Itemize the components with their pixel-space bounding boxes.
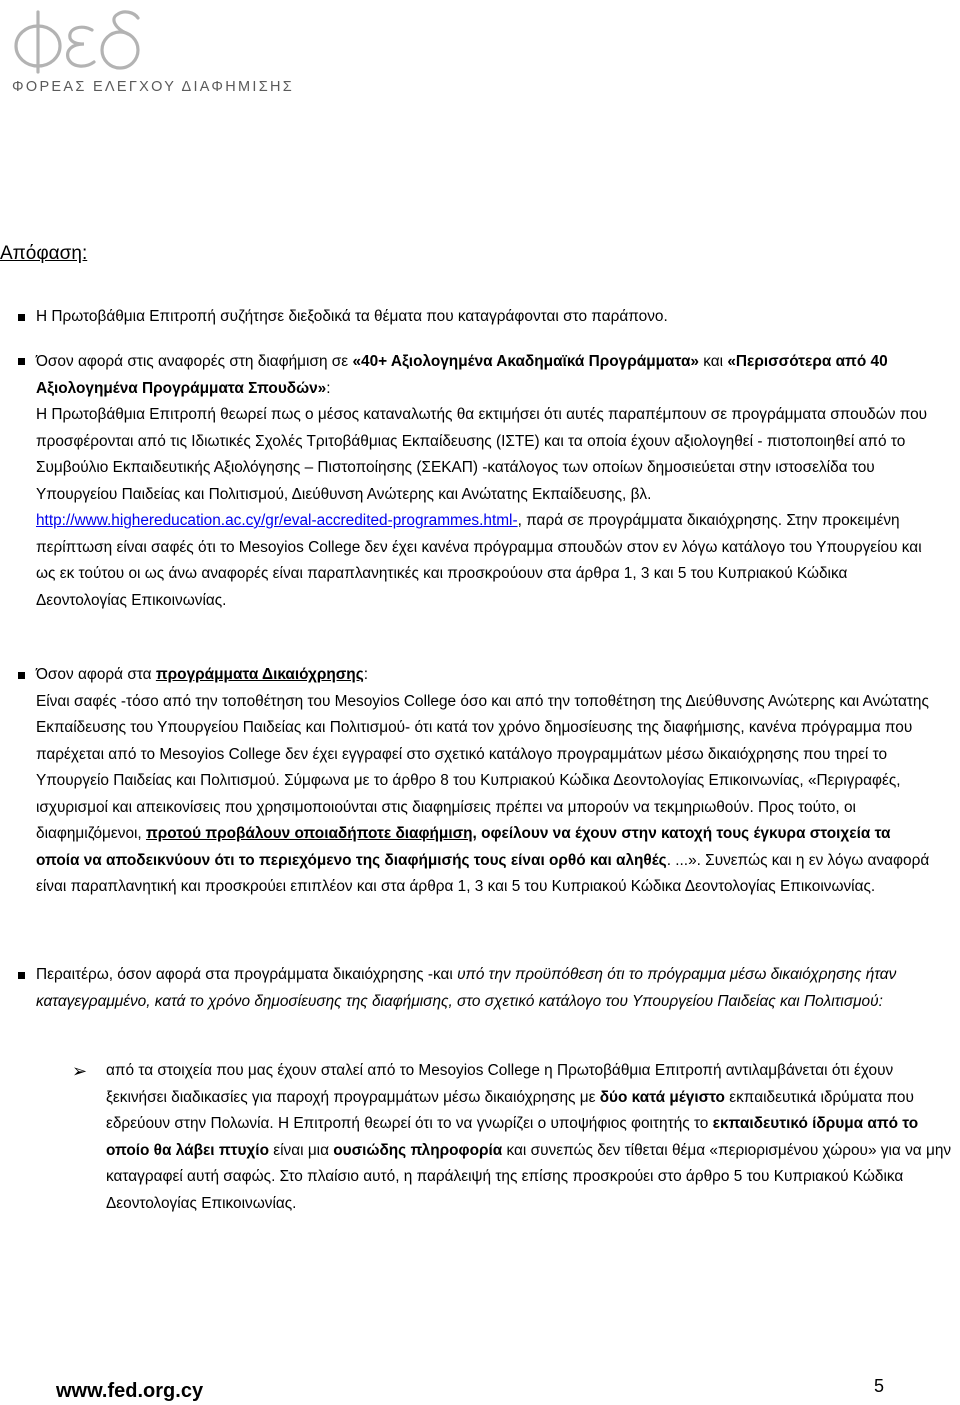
bullet-square bbox=[18, 358, 25, 365]
logo-subtitle: ΦΟΡΕΑΣ ΕΛΕΓΧΟΥ ΔΙΑΦΗΜΙΣΗΣ bbox=[12, 79, 295, 95]
arrow-bullet-icon: ➢ bbox=[72, 1061, 88, 1081]
bullet-square bbox=[18, 314, 25, 321]
higher-education-link[interactable]: http://www.highereducation.ac.cy/gr/eval-accredited-programmes.html- bbox=[36, 512, 518, 529]
bullet-square bbox=[18, 972, 25, 979]
fed-logo-mark bbox=[10, 4, 290, 74]
paragraph-3: Όσον αφορά στα προγράμματα Δικαιόχρησης: Είναι σαφές -τόσο από την τοποθέτηση του Mesoyios College όσο και από την τοποθέτηση της Διεύθυνσης Ανώτερης και Ανώτατης Εκπαίδευσης του Υπουργείου Παιδείας και Πολιτισμού- ότι κατά τον χρόνο δημοσίευσης της διαφήμισης, κανένα πρόγραμμα που παρέχεται από το Mesoyios College δεν έχει εγγραφεί στο σχετικό κατάλογο προγραμμάτων μέσω δικαιόχρησης που τηρεί το Υπουργείο Παιδείας και Πολιτισμού. Σύμφωνα με το άρθρο 8 του Κυπριακού Κώδικα Δεοντολογίας Επικοινωνίας, «Περιγραφές, ισχυρισμοί και απεικονίσεις που χρησιμοποιούνται στις διαφημίσεις πρέπει να μπορούν να τεκμηριωθούν. Προς τούτο, οι διαφημιζόμενοι, προτού προβάλουν οποιαδήποτε διαφήμιση, οφείλουν να έχουν στην κατοχή τους έγκυρα στοιχεία τα οποία να αποδεικνύουν ότι το περιεχόμενο της διαφήμισής τους είναι ορθό και αληθές. ...». Συνεπώς και η εν λόγω αναφορά είναι παραπλανητική και προσκρούει επιπλέον και στα άρθρα 1, 3 και 5 του Κυπριακού Κώδικα Δεοντολογίας Επικοινωνίας. bbox=[36, 666, 930, 895]
paragraph-5: από τα στοιχεία που μας έχουν σταλεί από το Mesoyios College η Πρωτοβάθμια Επιτροπή αντιλαμβάνεται ότι έχουν ξεκινήσει διαδικασίες για παροχή προγραμμάτων μέσω δικαιόχρησης με δύο κατά μέγιστο εκπαιδευτικά ιδρύματα που εδρεύουν στην Πολωνία. Η Επιτροπή θεωρεί ότι το να γνωρίζει ο υποψήφιος φοιτητής το εκπαιδευτικό ίδρυμα από το οποίο θα λάβει πτυχίο είναι μια ουσιώδης πληροφορία και συνεπώς δεν τίθεται θέμα «περιορισμένου χώρου» για να μην καταγραφεί αυτή σαφώς. Στο πλαίσιο αυτό, η παράλειψή της επίσης προσκρούει στο άρθρο 5 του Κυπριακού Κώδικα Δεοντολογίας Επικοινωνίας. bbox=[106, 1062, 952, 1212]
paragraph-4: Περαιτέρω, όσον αφορά στα προγράμματα δικαιόχρησης -και υπό την προϋπόθεση ότι το πρόγραμμα μέσω δικαιόχρησης ήταν καταγεγραμμένο, κατά το χρόνο δημοσίευσης της διαφήμισης, στο σχετικό κατάλογο του Υπουργείου Παιδείας και Πολιτισμού: bbox=[36, 966, 897, 1010]
fed-logo bbox=[10, 4, 295, 96]
decision-heading: Απόφαση: bbox=[0, 243, 88, 264]
page-number: 5 bbox=[874, 1376, 885, 1396]
bullet-square bbox=[18, 672, 25, 679]
paragraph-1: Η Πρωτοβάθμια Επιτροπή συζήτησε διεξοδικά τα θέματα που καταγράφονται στο παράπονο. bbox=[36, 308, 668, 325]
paragraph-2: Όσον αφορά στις αναφορές στη διαφήμιση σε «40+ Αξιολογημένα Ακαδημαϊκά Προγράμματα» και «Περισσότερα από 40 Αξιολογημένα Προγράμματα Σπουδών»: Η Πρωτοβάθμια Επιτροπή θεωρεί πως ο μέσος καταναλωτής θα εκτιμήσει ότι αυτές παραπέμπουν σε προγράμματα σπουδών που προσφέρονται από τις Ιδιωτικές Σχολές Τριτοβάθμιας Εκπαίδευσης (ΙΣΤΕ) και τα οποία έχουν αξιολογηθεί - πιστοποιηθεί από το Συμβούλιο Εκπαιδευτικής Αξιολόγησης – Πιστοποίησης (ΣΕΚΑΠ) -κατάλογος των οποίων δημοσιεύεται στην ιστοσελίδα του Υπουργείου Παιδείας και Πολιτισμού, Διεύθυνση Ανώτερης και Ανώτατης Εκπαίδευσης, βλ. http://www.highereducation.ac.cy/gr/eval-accredited-programmes.html-, παρά σε προγράμματα δικαιόχρησης. Στην προκειμένη περίπτωση είναι σαφές ότι το Mesoyios College δεν έχει κανένα πρόγραμμα σπουδών στον εν λόγω κατάλογο του Υπουργείου και ως εκ τούτου οι ως άνω αναφορές είναι παραπλανητικές και προσκρούουν στα άρθρα 1, 3 και 5 του Κυπριακού Κώδικα Δεοντολογίας Επικοινωνίας. bbox=[36, 353, 928, 609]
footer-url: www.fed.org.cy bbox=[56, 1380, 204, 1402]
